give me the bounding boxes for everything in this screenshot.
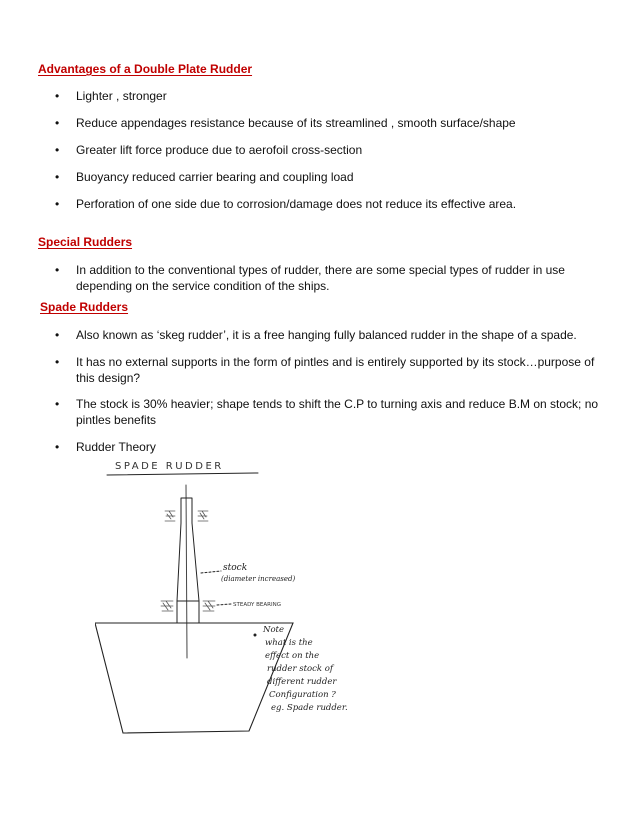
steady-bearing-hatch xyxy=(161,601,215,611)
svg-text:Note: Note xyxy=(263,625,285,635)
bullet: • xyxy=(55,397,60,411)
rudder-blade xyxy=(95,623,293,733)
stock-lower xyxy=(177,601,199,623)
heading-spade-rudders: Spade Rudders xyxy=(40,300,129,314)
list-item: • Also known as ‘skeg rudder’, it is a free hanging fully balanced rudder in the shape of a spade. xyxy=(55,328,577,342)
stock-note: (diameter increased) xyxy=(221,575,296,583)
bullet: • xyxy=(55,328,60,342)
stock-label: stock xyxy=(223,563,248,573)
list-item: • Greater lift force produce due to aerofoil cross-section xyxy=(55,143,363,157)
list-item: • Buoyancy reduced carrier bearing and coupling load xyxy=(55,170,354,184)
bullet: • xyxy=(55,116,60,130)
bullet: • xyxy=(55,440,60,454)
bearing-label: STEADY BEARING xyxy=(233,602,281,608)
bearing-leader xyxy=(217,604,231,605)
title-underline xyxy=(107,473,258,475)
svg-text:different rudder: different rudder xyxy=(267,677,337,687)
stock-taper xyxy=(177,523,199,601)
list-item: • Perforation of one side due to corrosion/damage does not reduce its effective area. xyxy=(55,197,517,211)
turning-axis-line xyxy=(186,485,187,658)
sketch-title: SPADE RUDDER xyxy=(115,461,224,472)
double-plate-advantages-list xyxy=(0,88,606,212)
heading-special-rudders: Special Rudders xyxy=(38,235,133,249)
svg-text:eg. Spade rudder.: eg. Spade rudder. xyxy=(271,703,348,713)
list-item: • The stock is 30% heavier; shape tends to shift the C.P to turning axis and reduce B.M on stock; no pintles benefits xyxy=(55,397,599,427)
handwritten-note xyxy=(262,625,348,713)
list-item: • Lighter , stronger xyxy=(55,89,167,103)
note-dot xyxy=(254,634,256,636)
list-item: • In addition to the conventional types of rudder, there are some special types of rudder in use depending on the service condition of the ships. xyxy=(55,263,565,293)
list-item: • Reduce appendages resistance because of its streamlined , smooth surface/shape xyxy=(55,116,516,130)
svg-text:effect on the: effect on the xyxy=(265,651,320,661)
svg-text:Configuration ?: Configuration ? xyxy=(269,690,336,700)
special-rudders-list xyxy=(0,262,606,294)
bullet: • xyxy=(55,263,60,277)
spade-rudders-list xyxy=(0,327,606,455)
stock-leader xyxy=(201,571,221,573)
bullet: • xyxy=(55,170,60,184)
list-item: • It has no external supports in the form of pintles and is entirely supported by its stock…purpose of this design? xyxy=(55,355,595,385)
bullet: • xyxy=(55,89,60,103)
bullet: • xyxy=(55,197,60,211)
svg-text:rudder stock of: rudder stock of xyxy=(267,664,333,674)
bullet: • xyxy=(55,143,60,157)
spade-rudder-sketch xyxy=(95,453,395,738)
heading-double-plate-rudder: Advantages of a Double Plate Rudder xyxy=(38,62,253,76)
svg-text:what is the: what is the xyxy=(265,638,313,648)
bullet: • xyxy=(55,355,60,369)
list-item: • Rudder Theory xyxy=(55,440,156,454)
